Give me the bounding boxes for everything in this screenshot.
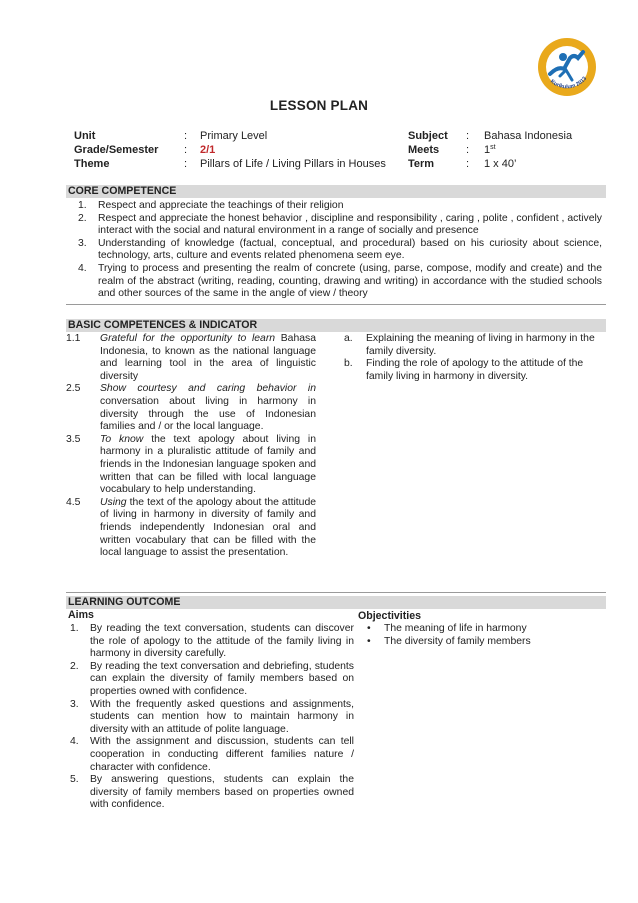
unit-label: Unit (74, 130, 96, 142)
kurikulum-logo (536, 36, 598, 98)
subject-value: Bahasa Indonesia (484, 130, 573, 142)
list-item (66, 213, 602, 238)
list-item (66, 736, 354, 774)
item-text: conversation about living in harmony in diversity through the use of Indonesian families and / or the local language. (100, 395, 316, 433)
list-item (66, 383, 316, 433)
item-number: 4. (70, 736, 79, 748)
item-code: a. (344, 333, 353, 344)
learning-outcome-heading: LEARNING OUTCOME (66, 596, 606, 609)
aims-label: Aims (68, 609, 94, 621)
colon: : (184, 130, 188, 142)
core-competence-heading: CORE COMPETENCE (66, 185, 606, 198)
list-item (66, 661, 354, 699)
item-text: The diversity of family members (384, 635, 531, 647)
divider (66, 592, 606, 593)
item-text: the text of the apology about the attitude of living in harmony in diversity of family and friends independently Indonesian oral and written vocabulary that can be filled with the local language to assist the presentation. (100, 496, 316, 559)
basic-competence-heading: BASIC COMPETENCES & INDICATOR (66, 319, 606, 332)
item-text: Finding the role of apology to the attitude of the family living in harmony in diversity. (366, 358, 584, 382)
list-item (344, 333, 600, 358)
meta-row-grade (74, 144, 604, 158)
bullet-icon: • (367, 623, 371, 634)
item-emphasis: Show courtesy and caring behavior in (100, 383, 316, 395)
objectivities-list (362, 623, 602, 648)
item-number: 5. (70, 774, 79, 786)
item-text: Respect and appreciate the honest behavior , discipline and responsibility , caring , polite , confident , actively interact with the social and natural environment in a range of socially and presence (98, 212, 602, 237)
list-item (66, 200, 602, 213)
basic-competence-section (66, 319, 606, 332)
meets-label: Meets (408, 144, 440, 156)
list-item (362, 623, 602, 636)
logo-text: Kurikulum 2013 (549, 75, 589, 91)
page-title: LESSON PLAN (269, 98, 369, 113)
indicator-list (344, 333, 600, 383)
item-text: By answering questions, students can explain the diversity of family members based on properties owned with confidence. (90, 774, 354, 811)
colon: : (184, 144, 188, 156)
item-number: 2. (78, 212, 87, 224)
core-competence-section (66, 185, 606, 305)
item-code: 2.5 (66, 383, 81, 395)
item-number: 3. (78, 237, 87, 249)
item-code: 4.5 (66, 496, 81, 508)
item-code: 3.5 (66, 433, 81, 445)
colon: : (466, 130, 470, 142)
item-number: 2. (70, 660, 79, 672)
grade-label: Grade/Semester (74, 144, 159, 156)
meta-row-unit (74, 130, 604, 144)
item-text: By reading the text conversation and debriefing, students can explain the diversity of family members based on properties owned with confidence. (90, 660, 354, 697)
item-code: 1.1 (66, 333, 81, 344)
list-item (66, 497, 316, 560)
meets-number: 1 (484, 144, 491, 156)
lesson-meta (74, 130, 604, 172)
item-code: b. (344, 358, 353, 370)
list-item (66, 263, 602, 301)
item-text: the text apology about living in harmony in a pluralistic attitude of family and friends in the Indonesian language spoken and written that can be filled with local language vocabulary to help understanding. (100, 433, 316, 496)
item-text: By reading the text conversation, students can discover the role of apology to the attitude of the family living in harmony in diversity carefully. (90, 623, 354, 660)
theme-label: Theme (74, 158, 110, 170)
item-number: 1. (78, 200, 87, 211)
item-text: With the assignment and discussion, students can tell cooperation in conducting different families nature / character with confidence. (90, 736, 354, 773)
item-emphasis: Grateful for the opportunity to learn (100, 333, 276, 344)
term-label: Term (408, 158, 435, 170)
bullet-icon: • (367, 635, 371, 647)
colon: : (184, 158, 188, 170)
theme-value: Pillars of Life / Living Pillars in Houses (200, 158, 386, 170)
list-item (66, 434, 316, 497)
list-item (344, 358, 600, 383)
core-competence-list (66, 198, 606, 305)
list-item (66, 774, 354, 812)
item-emphasis: Using (100, 496, 127, 508)
item-number: 3. (70, 698, 79, 710)
unit-value: Primary Level (200, 130, 268, 142)
grade-value: 2/1 (200, 144, 216, 156)
list-item (66, 238, 602, 263)
term-value: 1 x 40’ (484, 158, 517, 170)
colon: : (466, 144, 470, 156)
item-text: The meaning of life in harmony (384, 623, 527, 634)
meta-row-theme (74, 158, 604, 172)
list-item (66, 699, 354, 737)
item-text: Understanding of knowledge (factual, conceptual, and procedural) based on his curiosity about science, technology, arts, culture and events related phenomena seem eye. (98, 237, 602, 262)
item-text: Respect and appreciate the teachings of their religion (98, 200, 344, 211)
learning-outcome-section (66, 596, 606, 609)
item-text: With the frequently asked questions and assignments, students can mention how to maintain harmony in diversity with an attitude of polite language. (90, 698, 354, 735)
item-text: Bahasa Indonesia, to known as the national language and learning tool in the area of linguistic diversity (100, 333, 316, 382)
meets-suffix: st (490, 144, 496, 151)
list-item (66, 333, 316, 383)
basic-competence-list (66, 333, 316, 560)
item-text: Explaining the meaning of living in harmony in the family diversity. (366, 333, 595, 357)
colon: : (466, 158, 470, 170)
meets-value (484, 144, 496, 157)
item-emphasis: To know (100, 433, 144, 445)
list-item (362, 636, 602, 649)
objectivities-label: Objectivities (358, 610, 421, 622)
aims-list (66, 623, 354, 812)
item-text: Trying to process and presenting the realm of concrete (using, parse, compose, modify and create) and the realm of the abstract (writing, reading, counting, drawing and writing) in accordance with the studied schools and other sources of the same in the angle of view / theory (98, 262, 602, 300)
list-item (66, 623, 354, 661)
item-number: 1. (70, 623, 79, 634)
subject-label: Subject (408, 130, 448, 142)
item-number: 4. (78, 262, 87, 274)
